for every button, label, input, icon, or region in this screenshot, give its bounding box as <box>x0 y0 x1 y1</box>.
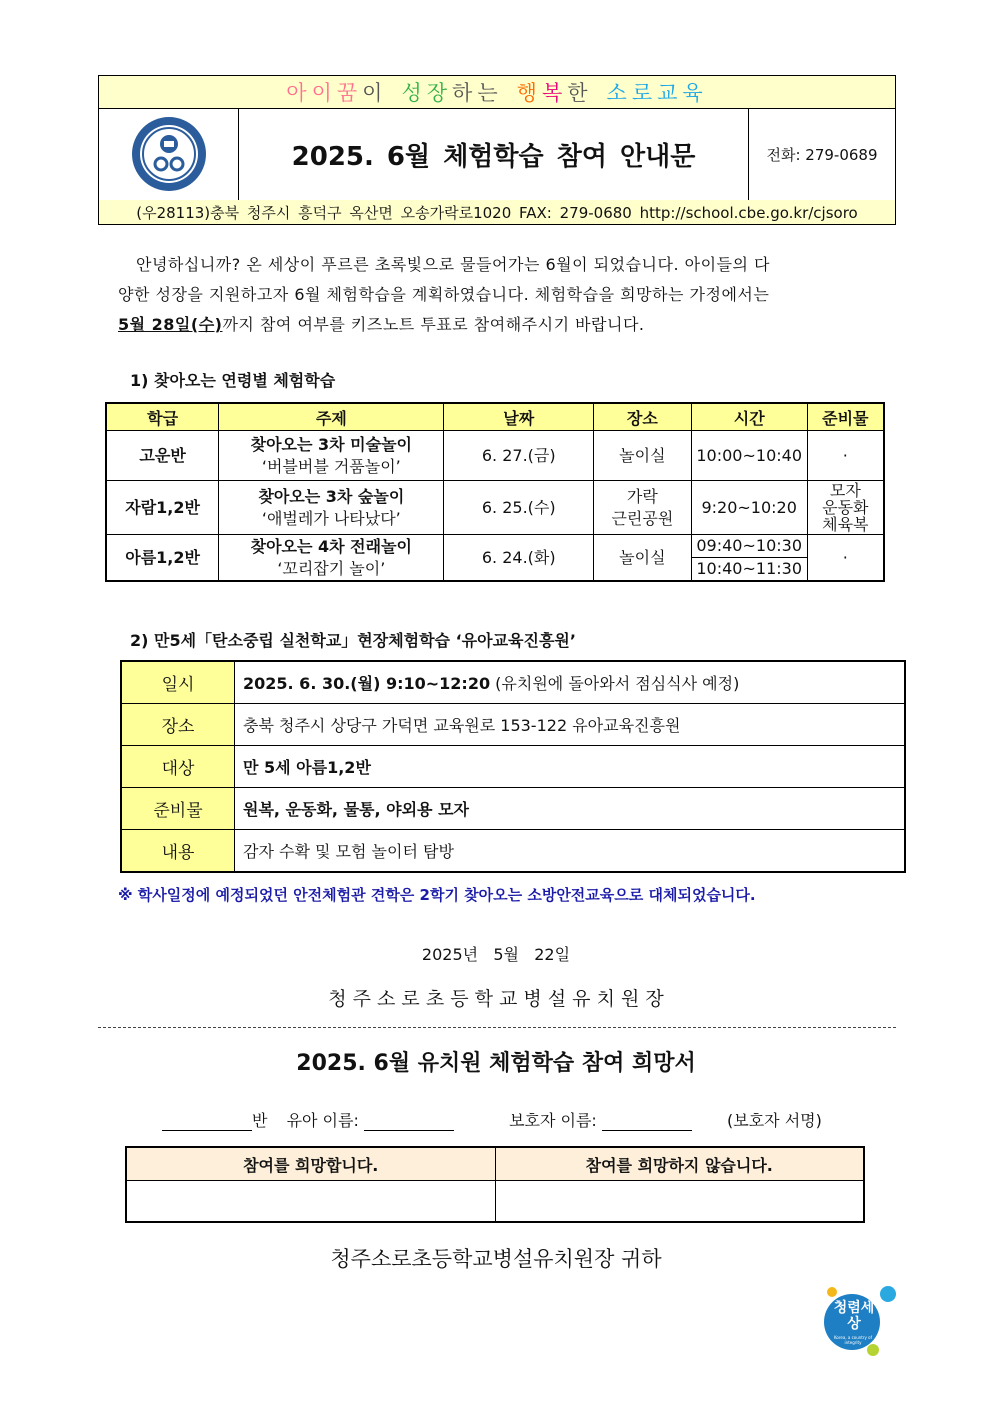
row-value-bold: 원복, 운동화, 물통, 야외용 모자 <box>243 800 469 819</box>
slogan-char: 꿈 <box>336 81 363 105</box>
time-cell: 10:40~11:30 <box>691 558 807 582</box>
field-trip-table <box>120 660 906 873</box>
intro-line-2: 양한 성장을 지원하고자 6월 체험학습을 계획하였습니다. 체험학습을 희망하는 가정에서는 <box>118 285 770 304</box>
column-header: 학급 <box>106 403 219 431</box>
row-label: 일시 <box>121 661 235 704</box>
slogan-char: 교 <box>657 81 683 105</box>
table-row <box>121 704 905 746</box>
theme-sub: ‘애벌레가 나타났다’ <box>261 508 401 528</box>
participate-yes-header: 참여를 희망합니다. <box>126 1147 495 1181</box>
place-cell: 가락 근린공원 <box>594 481 692 535</box>
table-row <box>106 535 884 558</box>
theme-cell <box>219 481 444 535</box>
deadline-date: 5월 28일(수) <box>118 315 223 334</box>
row-value-text: (유치원에 돌아와서 점심식사 예정) <box>490 674 740 693</box>
form-recipient: 청주소로초등학교병설유치원장 귀하 <box>330 1247 662 1271</box>
slogan-char: 이 <box>362 81 388 105</box>
slogan-char: 아 <box>286 81 312 105</box>
row-label: 준비물 <box>121 788 235 830</box>
guardian-signature: (보호자 서명) <box>727 1111 822 1130</box>
letter-date: 2025년 5월 22일 <box>421 945 571 964</box>
prep-cell: · <box>807 431 884 481</box>
participate-no-header: 참여를 희망하지 않습니다. <box>495 1147 864 1181</box>
badge-subtext: Korea, a country of integrity <box>833 1335 873 1345</box>
table-row <box>121 830 905 873</box>
date-cell: 6. 24.(화) <box>444 535 594 582</box>
slogan-char: 는 <box>477 81 503 105</box>
school-address: (우28113)충북 청주시 흥덕구 옥산면 오송가락로1020 FAX: 279-0680 http://school.cbe.go.kr/cjsoro <box>99 200 895 224</box>
class-cell: 고운반 <box>106 431 219 481</box>
table-header-row <box>106 403 884 431</box>
table-row <box>121 661 905 704</box>
participate-yes-cell[interactable] <box>126 1181 495 1223</box>
row-value-bold: 만 5세 아름1,2반 <box>243 758 371 777</box>
slogan-char: 장 <box>426 81 453 105</box>
time-cell: 10:00~10:40 <box>691 431 807 481</box>
class-cell: 자람1,2반 <box>106 481 219 535</box>
intro-line-3-text: 까지 참여 여부를 키즈노트 투표로 참여해주시기 바랍니다. <box>222 315 645 334</box>
section1-heading: 1) 찾아오는 연령별 체험학습 <box>130 371 336 390</box>
table-row <box>121 788 905 830</box>
slogan-char: 복 <box>541 81 568 105</box>
slogan-char: 한 <box>567 81 593 105</box>
place-cell: 놀이실 <box>594 431 692 481</box>
logo-cell <box>99 108 239 200</box>
slogan-char: 성 <box>401 81 427 105</box>
age-program-table <box>105 402 885 582</box>
table-row <box>106 481 884 535</box>
row-value-text: 충북 청주시 상당구 가덕면 교육원로 153-122 유아교육진흥원 <box>243 716 681 735</box>
date-cell: 6. 25.(수) <box>444 481 594 535</box>
child-name-label: 유아 이름: <box>286 1111 359 1130</box>
row-value <box>235 830 906 873</box>
slogan-char: 하 <box>452 81 478 105</box>
time-cell: 9:20~10:20 <box>691 481 807 535</box>
integrity-badge <box>820 1282 900 1362</box>
time-cell: 09:40~10:30 <box>691 535 807 558</box>
theme-title: 찾아오는 3차 미술놀이 <box>250 434 413 454</box>
guardian-name-blank[interactable] <box>602 1108 692 1131</box>
phone-number: 전화: 279-0689 <box>766 145 878 164</box>
row-value <box>235 704 906 746</box>
sender-name: 청 주 소 로 초 등 학 교 병 설 유 치 원 장 <box>328 988 664 1010</box>
column-header: 주제 <box>219 403 444 431</box>
row-label: 내용 <box>121 830 235 873</box>
participation-table <box>125 1146 865 1223</box>
schedule-notice: ※ 학사일정에 예정되었던 안전체험관 견학은 2학기 찾아오는 소방안전교육으로 대체되었습니다. <box>118 886 756 904</box>
form-fields <box>162 1108 822 1131</box>
badge-text: 청렴세상 <box>833 1300 875 1332</box>
table-row <box>121 746 905 788</box>
theme-title: 찾아오는 4차 전래놀이 <box>250 536 413 556</box>
guardian-name-label: 보호자 이름: <box>509 1111 597 1130</box>
participate-no-cell[interactable] <box>495 1181 864 1223</box>
theme-cell <box>219 535 444 582</box>
slogan-char: 행 <box>516 81 542 105</box>
form-title: 2025. 6월 유치원 체험학습 참여 희망서 <box>296 1051 696 1076</box>
row-value-text: 감자 수확 및 모험 놀이터 탐방 <box>243 842 454 861</box>
place-cell: 놀이실 <box>594 535 692 582</box>
prep-cell: 모자 운동화 체육복 <box>807 481 884 535</box>
cut-line <box>98 1027 896 1028</box>
theme-sub: ‘버블버블 거품놀이’ <box>261 456 401 476</box>
row-value-bold: 2025. 6. 30.(월) 9:10~12:20 <box>243 674 491 693</box>
table-row <box>106 431 884 481</box>
intro-line-1: 안녕하십니까? 온 세상이 푸르른 초록빛으로 물들어가는 6월이 되었습니다. 아이들의 다 <box>136 255 770 274</box>
school-emblem-icon <box>129 114 209 194</box>
section2-heading: 2) 만5세「탄소중립 실천학교」현장체험학습 ‘유아교육진흥원’ <box>130 631 576 650</box>
row-label: 대상 <box>121 746 235 788</box>
intro-line-3 <box>118 310 878 340</box>
column-header: 장소 <box>594 403 692 431</box>
row-label: 장소 <box>121 704 235 746</box>
class-cell: 아름1,2반 <box>106 535 219 582</box>
slogan-char: 로 <box>631 81 658 105</box>
class-blank[interactable] <box>162 1108 252 1131</box>
school-slogan <box>99 76 895 109</box>
slogan-char: 소 <box>606 81 632 105</box>
row-value <box>235 661 906 704</box>
row-value <box>235 788 906 830</box>
class-suffix: 반 <box>252 1111 268 1130</box>
theme-title: 찾아오는 3차 숲놀이 <box>258 486 405 506</box>
letterhead <box>98 75 896 225</box>
theme-sub: ‘꼬리잡기 놀이’ <box>277 558 386 578</box>
column-header: 시간 <box>691 403 807 431</box>
column-header: 날짜 <box>444 403 594 431</box>
child-name-blank[interactable] <box>364 1108 454 1131</box>
row-value <box>235 746 906 788</box>
column-header: 준비물 <box>807 403 884 431</box>
date-cell: 6. 27.(금) <box>444 431 594 481</box>
theme-cell <box>219 431 444 481</box>
slogan-char: 이 <box>311 81 337 105</box>
slogan-char: 육 <box>682 81 708 105</box>
prep-cell: · <box>807 535 884 582</box>
document-title: 2025. 6월 체험학습 참여 안내문 <box>239 108 749 200</box>
